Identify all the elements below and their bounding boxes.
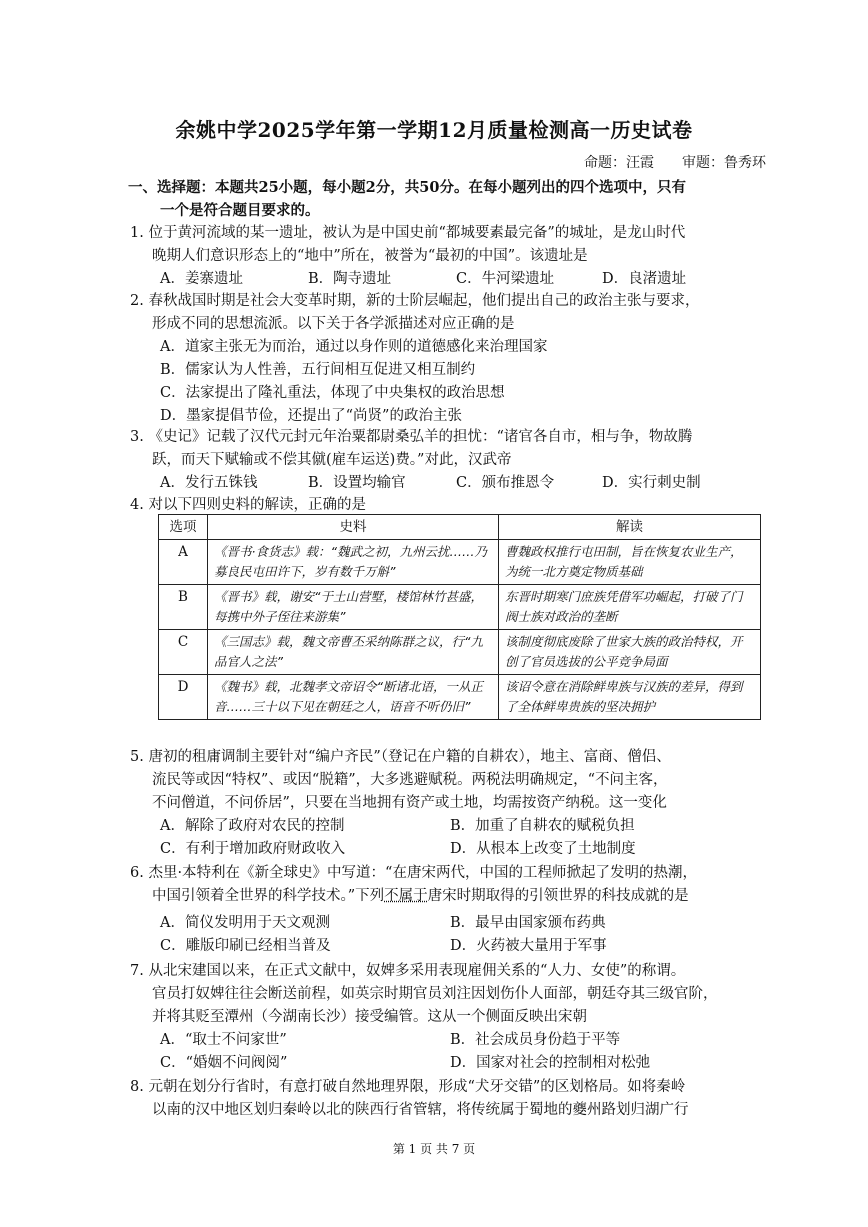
options [130,815,742,861]
options [130,1029,742,1075]
page-footer: 第 1 页 共 7 页 [392,1142,476,1156]
options [130,336,742,428]
question-text-part: 唐宋时期取得的引领世界的科技成就的是 [427,888,689,904]
column-header: 解读 [499,515,761,540]
section-line-1: 一、选择题：本题共25小题，每小题2分，共50分。在每小题列出的四个选项中，只有 [128,179,686,196]
question-text: 6. 杰里·本特利在《新全球史》中写道：“在唐宋两代，中国的工程师掀起了发明的热潮， [130,865,697,881]
row-key: B [159,585,208,630]
row-interpretation: 曹魏政权推行屯田制，旨在恢复农业生产，为统一北方奠定物质基础 [499,540,761,585]
option-b[interactable]: B．设置均输官 [308,475,406,491]
option-c[interactable]: C．有利于增加政府财政收入 [160,841,346,857]
question-text: 4. 对以下四则史料的解读，正确的是 [130,497,366,513]
row-source: 《魏书》载，北魏孝文帝诏令“断诸北语，一从正音……三十以下见在朝廷之人，语音不听仍旧” [208,675,499,720]
option-a[interactable]: A．道家主张无为而治，通过以身作则的道德感化来治理国家 [160,339,548,355]
emphasis-text: 不属于 [384,888,428,904]
option-c[interactable]: C．牛河梁遗址 [456,271,555,287]
question-text: 8. 元朝在划分行省时，有意打破自然地理界限，形成“犬牙交错”的区划格局。如将秦岭 [130,1079,686,1095]
reviewer-label: 审题：鲁秀环 [682,155,766,171]
question-6 [130,862,742,958]
question-text: 7. 从北宋建国以来，在正式文献中，奴婢多采用表现雇佣关系的“人力、女使”的称谓。 [130,963,686,979]
option-b[interactable]: B．社会成员身份趋于平等 [450,1032,621,1048]
page-title: 余姚中学2025学年第一学期12月质量检测高一历史试卷 [175,118,693,142]
question-text: 并将其贬至潭州（今湖南长沙）接受编管。这从一个侧面反映出宋朝 [152,1009,587,1025]
table-row [159,630,761,675]
row-key: C [159,630,208,675]
question-2 [130,290,742,428]
column-header: 选项 [159,515,208,540]
section-heading [128,176,748,222]
question-text: 2. 春秋战国时期是社会大变革时期，新的士阶层崛起，他们提出自己的政治主张与要求， [130,293,700,309]
row-key: D [159,675,208,720]
row-key: A [159,540,208,585]
option-a[interactable]: A．“取士不问家世” [160,1032,287,1048]
option-b[interactable]: B．最早由国家颁布药典 [450,915,606,931]
option-b[interactable]: B．加重了自耕农的赋税负担 [450,818,635,834]
column-header: 史料 [208,515,499,540]
option-a[interactable]: A．姜寨遗址 [160,271,243,287]
question-1 [130,222,742,291]
section-line-2: 一个是符合题目要求的。 [160,202,320,219]
setter-label: 命题：汪霞 [584,155,654,171]
option-a[interactable]: A．发行五铢钱 [160,475,258,491]
row-source: 《晋书》载，谢安“于土山营墅，楼馆林竹甚盛，每携中外子侄往来游集” [208,585,499,630]
source-table [158,514,761,720]
options [130,472,742,495]
row-source: 《晋书·食货志》载：“魏武之初，九州云扰……乃募良民屯田许下，岁有数千万斛” [208,540,499,585]
option-a[interactable]: A．解除了政府对农民的控制 [160,818,345,834]
question-text: 以南的汉中地区划归秦岭以北的陕西行省管辖，将传统属于蜀地的夔州路划归湖广行 [152,1102,689,1118]
question-3 [130,426,742,495]
row-interpretation: 该诏令意在消除鲜卑族与汉族的差异，得到了全体鲜卑贵族的坚决拥护 [499,675,761,720]
table-header-row [159,515,761,540]
option-c[interactable]: C．法家提出了隆礼重法，体现了中央集权的政治思想 [160,385,505,401]
options [130,268,742,291]
question-text: 官员打奴婢往往会断送前程，如英宗时期官员刘注因划伤仆人面部，朝廷夺其三级官阶， [152,986,718,1002]
question-text: 5. 唐初的租庸调制主要针对“编户齐民”（登记在户籍的自耕农），地主、富商、僧侣、 [130,749,671,765]
option-a[interactable]: A．简仪发明用于天文观测 [160,915,330,931]
table-row [159,540,761,585]
option-c[interactable]: C．“婚姻不问阀阅” [160,1055,288,1071]
row-interpretation: 该制度彻底废除了世家大族的政治特权，开创了官员选拔的公平竞争局面 [499,630,761,675]
option-b[interactable]: B．儒家认为人性善，五行间相互促进又相互制约 [160,362,476,378]
question-8 [130,1076,742,1122]
options [130,912,742,958]
row-interpretation: 东晋时期寒门庶族凭借军功崛起，打破了门阀士族对政治的垄断 [499,585,761,630]
option-d[interactable]: D．国家对社会的控制相对松弛 [450,1055,651,1071]
option-c[interactable]: C．颁布推恩令 [456,475,555,491]
question-text: 1. 位于黄河流域的某一遗址，被认为是中国史前“都城要素最完备”的城址，是龙山时代 [130,225,686,241]
row-source: 《三国志》载，魏文帝曹丕采纳陈群之议，行“九品官人之法” [208,630,499,675]
option-d[interactable]: D．良渚遗址 [602,271,687,287]
question-5 [130,746,742,861]
question-text: 3. 《史记》记载了汉代元封元年治粟都尉桑弘羊的担忧：“诸官各自市，相与争，物故腾 [130,429,693,445]
option-b[interactable]: B．陶寺遗址 [308,271,392,287]
question-7 [130,960,742,1075]
question-text [130,885,742,908]
option-d[interactable]: D．从根本上改变了土地制度 [450,841,636,857]
question-text: 不问僧道，不问侨居”，只要在当地拥有资产或土地，均需按资产纳税。这一变化 [152,795,667,811]
option-d[interactable]: D．实行刺史制 [602,475,701,491]
authors-line [584,152,766,172]
option-c[interactable]: C．雕版印刷已经相当普及 [160,938,331,954]
question-text: 形成不同的思想流派。以下关于各学派描述对应正确的是 [152,316,515,332]
option-d[interactable]: D．火药被大量用于军事 [450,938,607,954]
table-row [159,675,761,720]
question-text: 晚期人们意识形态上的“地中”所在，被誉为“最初的中国”。该遗址是 [152,248,588,264]
table-row [159,585,761,630]
question-text: 流民等或因“特权”、或因“脱籍”，大多逃避赋税。两税法明确规定，“不问主客， [152,772,668,788]
question-text: 跃，而天下赋输或不偿其僦(雇车运送)费。”对此，汉武帝 [152,452,512,468]
question-text-part: 中国引领着全世界的科学技术。”下列 [152,888,385,904]
option-d[interactable]: D．墨家提倡节俭，还提出了“尚贤”的政治主张 [160,408,462,424]
